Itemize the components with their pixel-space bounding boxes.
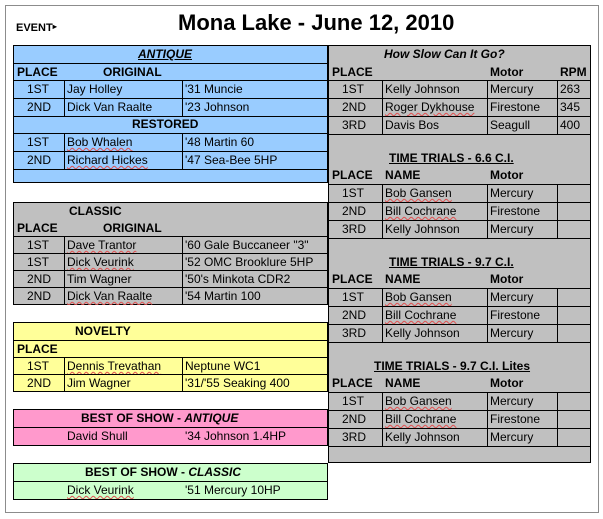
table-row-name: Dick Van Raalte [67, 289, 153, 303]
table-row-motor: Mercury [490, 290, 534, 304]
table-row-place: 2ND [27, 100, 52, 114]
table-row-motor: Firestone [490, 100, 541, 114]
best-classic-name: Dick Veurink [67, 483, 134, 497]
table-row-name: Kelly Johnson [385, 222, 460, 236]
classic-col-place: PLACE [17, 221, 58, 235]
table-row-place: 2ND [27, 289, 52, 303]
table-row-place: 3RD [342, 430, 367, 444]
table-row-name: Bob Gansen [385, 290, 452, 304]
table-row-place: 2ND [27, 153, 52, 167]
best-antique-boat: '34 Johnson 1.4HP [185, 429, 287, 443]
table-row-place: 1ST [27, 255, 50, 269]
tt97l-title: TIME TRIALS - 9.7 C.I. Lites [374, 359, 531, 373]
table-row-boat: '31/'55 Seaking 400 [185, 376, 290, 390]
table-row-motor: Mercury [490, 326, 534, 340]
antique-col-place: PLACE [17, 65, 58, 79]
tt97l-col-place: PLACE [332, 376, 373, 390]
table-row-name: Bob Whalen [67, 135, 133, 149]
table-row-name: Bill Cochrane [385, 308, 457, 322]
antique-col-original: ORIGINAL [103, 65, 162, 79]
table-row-place: 2ND [342, 308, 367, 322]
table-row-place: 2ND [342, 412, 367, 426]
slow-col-rpm: RPM [560, 65, 587, 79]
table-row-place: 2ND [27, 272, 52, 286]
table-row-boat: '54 Martin 100 [185, 289, 261, 303]
novelty-title: NOVELTY [75, 324, 131, 338]
table-row-motor: Firestone [490, 308, 541, 322]
table-row-rpm: 263 [560, 82, 581, 96]
table-row-place: 1ST [342, 186, 365, 200]
tt97-col-place: PLACE [332, 272, 373, 286]
slow-col-place: PLACE [332, 65, 373, 79]
table-row-place: 3RD [342, 222, 367, 236]
table-row-motor: Seagull [490, 118, 531, 132]
table-row-name: Richard Hickes [67, 153, 148, 167]
table-row-boat: '47 Sea-Bee 5HP [185, 153, 278, 167]
tt97-col-name: NAME [385, 272, 421, 286]
table-row-name: Davis Bos [385, 118, 440, 132]
event-label: EVENT▸ [16, 22, 57, 34]
novelty-section [13, 322, 328, 392]
slow-col-motor: Motor [490, 65, 524, 79]
table-row-motor: Mercury [490, 82, 534, 96]
restored-title: RESTORED [132, 117, 199, 131]
page-title: Mona Lake - June 12, 2010 [178, 10, 455, 35]
classic-section [13, 202, 328, 305]
table-row-place: 2ND [27, 376, 52, 390]
table-row-name: Dick Van Raalte [67, 100, 153, 114]
table-row-place: 1ST [342, 82, 365, 96]
table-row-motor: Mercury [490, 186, 534, 200]
tt66-col-name: NAME [385, 168, 421, 182]
novelty-col-place: PLACE [17, 342, 58, 356]
table-row-boat: Neptune WC1 [185, 359, 261, 373]
best-antique-title: BEST OF SHOW - ANTIQUE [81, 411, 239, 425]
table-row-name: Bob Gansen [385, 394, 452, 408]
best-antique-name: David Shull [67, 429, 128, 443]
table-row-boat: '31 Muncie [185, 82, 243, 96]
table-row-motor: Firestone [490, 412, 541, 426]
table-row-name: Kelly Johnson [385, 326, 460, 340]
tt66-col-motor: Motor [490, 168, 524, 182]
tt66-title: TIME TRIALS - 6.6 C.I. [389, 151, 514, 165]
table-row-name: Dennis Trevathan [67, 359, 162, 373]
best-classic-section [13, 463, 328, 500]
table-row-place: 2ND [342, 100, 367, 114]
table-row-name: Tim Wagner [67, 272, 132, 286]
best-classic-boat: '51 Mercury 10HP [185, 483, 281, 497]
table-row-name: Bob Gansen [385, 186, 452, 200]
table-row-motor: Mercury [490, 394, 534, 408]
table-row-rpm: 345 [560, 100, 581, 114]
table-row-place: 1ST [27, 82, 50, 96]
table-row-place: 1ST [342, 394, 365, 408]
table-row-name: Kelly Johnson [385, 430, 460, 444]
table-row-boat: '52 OMC Brooklure 5HP [185, 255, 314, 269]
tt97-title: TIME TRIALS - 9.7 C.I. [389, 255, 514, 269]
table-row-name: Jim Wagner [67, 376, 131, 390]
table-row-place: 1ST [27, 135, 50, 149]
table-row-motor: Mercury [490, 430, 534, 444]
table-row-motor: Mercury [490, 222, 534, 236]
slow-title: How Slow Can It Go? [384, 47, 505, 61]
table-row-name: Jay Holley [67, 82, 123, 96]
best-antique-section [13, 409, 328, 446]
table-row-motor: Firestone [490, 204, 541, 218]
table-row-place: 3RD [342, 118, 367, 132]
table-row-name: Roger Dykhouse [385, 100, 475, 114]
tt97l-col-motor: Motor [490, 376, 524, 390]
table-row-name: Bill Cochrane [385, 412, 457, 426]
tt66-col-place: PLACE [332, 168, 373, 182]
table-row-boat: '48 Martin 60 [185, 135, 254, 149]
table-row-place: 1ST [342, 290, 365, 304]
tt97l-col-name: NAME [385, 376, 421, 390]
antique-section [13, 45, 328, 183]
table-row-name: Bill Cochrane [385, 204, 457, 218]
table-row-rpm: 400 [560, 118, 581, 132]
table-row-name: Dick Veurink [67, 255, 134, 269]
right-panel [328, 45, 591, 463]
classic-col-original: ORIGINAL [103, 221, 162, 235]
antique-title: ANTIQUE [138, 47, 192, 61]
classic-title: CLASSIC [69, 204, 122, 218]
best-classic-title: BEST OF SHOW - CLASSIC [85, 465, 242, 479]
table-row-place: 2ND [342, 204, 367, 218]
table-row-boat: '23 Johnson [185, 100, 250, 114]
tt97-col-motor: Motor [490, 272, 524, 286]
table-row-place: 1ST [27, 359, 50, 373]
table-row-place: 1ST [27, 238, 50, 252]
table-row-name: Kelly Johnson [385, 82, 460, 96]
table-row-name: Dave Trantor [67, 238, 137, 252]
table-row-boat: '60 Gale Buccaneer "3" [185, 238, 309, 252]
table-row-place: 3RD [342, 326, 367, 340]
table-row-boat: '50's Minkota CDR2 [185, 272, 291, 286]
